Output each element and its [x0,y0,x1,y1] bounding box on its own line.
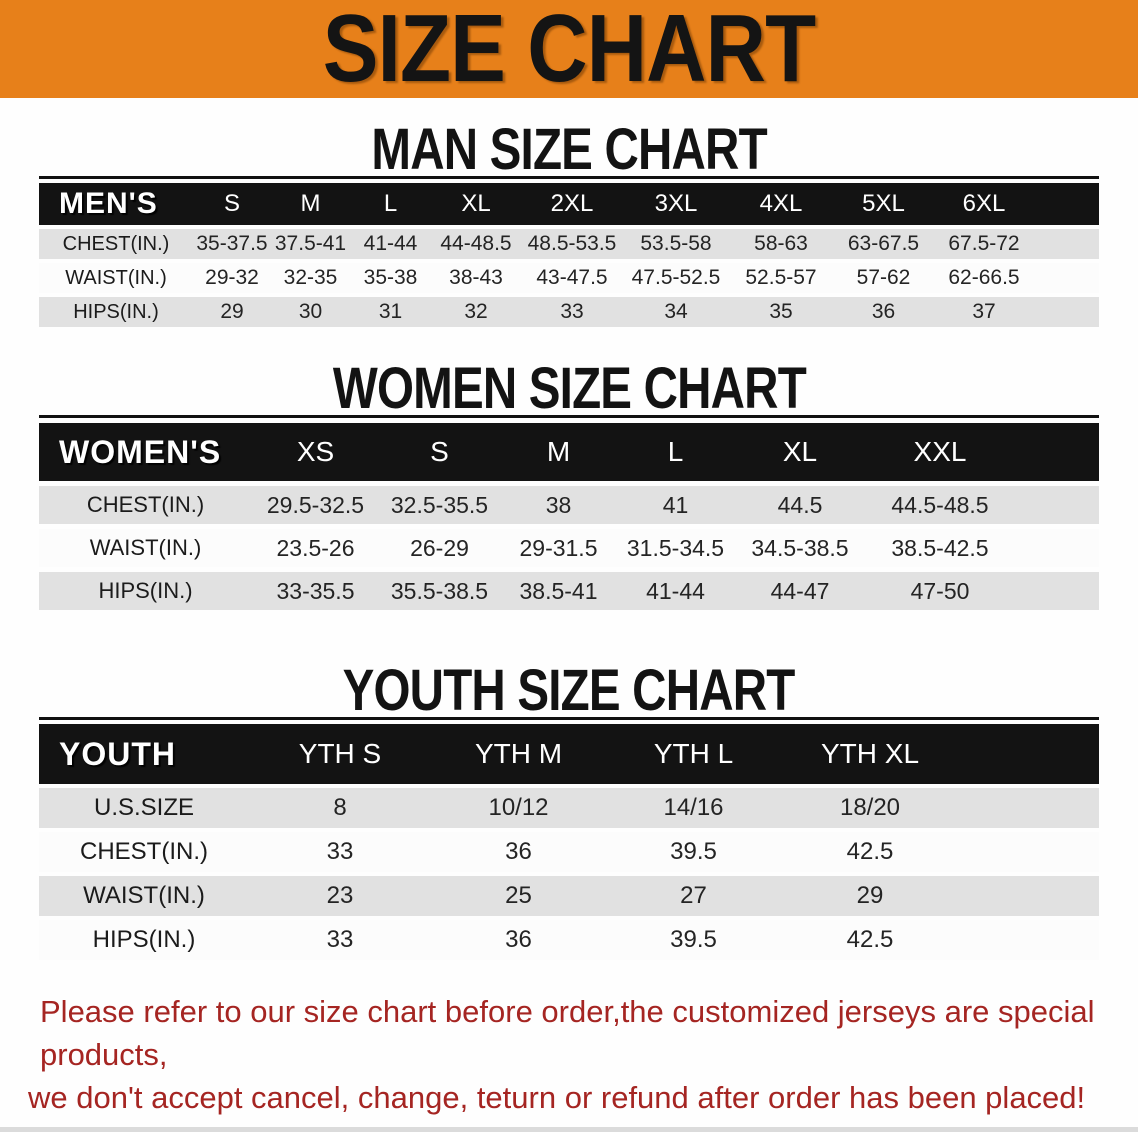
size-cell: 29 [193,297,271,327]
row-filler-cell [959,876,1099,916]
header-filler-cell [1014,423,1099,481]
size-cell: 44-47 [734,572,866,610]
column-header: YTH XL [781,724,959,784]
row-filler-cell [1034,229,1099,259]
size-cell: 8 [249,788,431,828]
column-header: 5XL [833,183,934,225]
size-cell: 29.5-32.5 [252,486,379,524]
size-cell: 36 [833,297,934,327]
column-header: XXL [866,423,1014,481]
column-header: YTH M [431,724,606,784]
column-header: 3XL [623,183,729,225]
size-cell: 32 [431,297,521,327]
size-cell: 29-31.5 [500,529,617,567]
table-header-row [39,423,1099,481]
row-label: HIPS(IN.) [39,920,249,960]
column-header: L [617,423,734,481]
size-cell: 36 [431,920,606,960]
size-cell: 53.5-58 [623,229,729,259]
row-label: WAIST(IN.) [39,263,193,293]
row-filler-cell [1014,572,1099,610]
column-header: S [379,423,500,481]
size-cell: 42.5 [781,920,959,960]
column-header: 6XL [934,183,1034,225]
size-cell: 37.5-41 [271,229,350,259]
table-row [39,529,1099,567]
row-label: WAIST(IN.) [39,529,252,567]
size-cell: 29 [781,876,959,916]
row-filler-cell [1014,529,1099,567]
youth-section-heading [0,658,1138,723]
row-label: WAIST(IN.) [39,876,249,916]
table-header-label: WOMEN'S [39,423,252,481]
size-cell: 10/12 [431,788,606,828]
column-header: XL [734,423,866,481]
column-header: YTH S [249,724,431,784]
table-header-label: MEN'S [39,183,193,225]
man-section-heading-text: MAN SIZE CHART [371,117,767,182]
size-cell: 43-47.5 [521,263,623,293]
column-header: XL [431,183,521,225]
size-cell: 23 [249,876,431,916]
size-cell: 36 [431,832,606,872]
header-filler-cell [1034,183,1099,225]
size-cell: 35 [729,297,833,327]
row-filler-cell [959,832,1099,872]
size-cell: 41-44 [350,229,431,259]
table-row [39,263,1099,293]
row-filler-cell [1034,263,1099,293]
women-section-heading [0,356,1138,421]
size-cell: 34 [623,297,729,327]
size-cell: 62-66.5 [934,263,1034,293]
size-cell: 35.5-38.5 [379,572,500,610]
banner-title: SIZE CHART [322,0,816,102]
row-filler-cell [959,920,1099,960]
size-cell: 27 [606,876,781,916]
size-cell: 18/20 [781,788,959,828]
youth-size-table-container [0,717,1138,964]
size-table [39,176,1099,331]
disclaimer [0,990,1138,1119]
size-cell: 31.5-34.5 [617,529,734,567]
column-header: 2XL [521,183,623,225]
table-row [39,788,1099,828]
table-header-row [39,183,1099,225]
size-cell: 31 [350,297,431,327]
row-filler-cell [1034,297,1099,327]
row-label: CHEST(IN.) [39,229,193,259]
size-cell: 57-62 [833,263,934,293]
size-cell: 39.5 [606,920,781,960]
size-cell: 52.5-57 [729,263,833,293]
bottom-edge-strip [0,1127,1138,1132]
size-cell: 14/16 [606,788,781,828]
size-cell: 38 [500,486,617,524]
table-row [39,876,1099,916]
size-cell: 33 [521,297,623,327]
size-cell: 26-29 [379,529,500,567]
size-cell: 48.5-53.5 [521,229,623,259]
women-section-heading-text: WOMEN SIZE CHART [332,356,806,421]
row-label: CHEST(IN.) [39,486,252,524]
size-cell: 41 [617,486,734,524]
column-header: XS [252,423,379,481]
women-size-table-container [0,415,1138,615]
size-cell: 34.5-38.5 [734,529,866,567]
row-filler-cell [959,788,1099,828]
table-row [39,229,1099,259]
size-cell: 67.5-72 [934,229,1034,259]
size-cell: 23.5-26 [252,529,379,567]
size-cell: 41-44 [617,572,734,610]
size-cell: 32-35 [271,263,350,293]
row-label: U.S.SIZE [39,788,249,828]
size-table [39,415,1099,615]
column-header: M [500,423,617,481]
row-label: HIPS(IN.) [39,297,193,327]
size-cell: 33 [249,920,431,960]
row-label: CHEST(IN.) [39,832,249,872]
size-cell: 39.5 [606,832,781,872]
men-size-table-container [0,176,1138,331]
size-table [39,717,1099,964]
table-header-label: YOUTH [39,724,249,784]
table-row [39,297,1099,327]
row-label: HIPS(IN.) [39,572,252,610]
size-cell: 38.5-42.5 [866,529,1014,567]
column-header: YTH L [606,724,781,784]
table-row [39,486,1099,524]
size-cell: 44-48.5 [431,229,521,259]
size-cell: 32.5-35.5 [379,486,500,524]
disclaimer-line: we don't accept cancel, change, teturn or refund after order has been placed! [28,1080,1086,1115]
size-cell: 47.5-52.5 [623,263,729,293]
size-cell: 63-67.5 [833,229,934,259]
size-cell: 38.5-41 [500,572,617,610]
man-section-heading [0,117,1138,182]
column-header: L [350,183,431,225]
disclaimer-line: Please refer to our size chart before order,the customized jerseys are special products, [40,994,1095,1072]
size-cell: 44.5-48.5 [866,486,1014,524]
table-header-row [39,724,1099,784]
column-header: M [271,183,350,225]
size-chart-banner [0,0,1138,102]
size-cell: 38-43 [431,263,521,293]
size-cell: 37 [934,297,1034,327]
size-cell: 35-38 [350,263,431,293]
youth-section-heading-text: YOUTH SIZE CHART [343,658,795,723]
header-filler-cell [959,724,1099,784]
size-cell: 47-50 [866,572,1014,610]
size-cell: 42.5 [781,832,959,872]
table-row [39,572,1099,610]
column-header: S [193,183,271,225]
table-row [39,920,1099,960]
size-cell: 33 [249,832,431,872]
size-cell: 44.5 [734,486,866,524]
size-cell: 58-63 [729,229,833,259]
size-cell: 33-35.5 [252,572,379,610]
row-filler-cell [1014,486,1099,524]
size-cell: 29-32 [193,263,271,293]
table-row [39,832,1099,872]
size-cell: 25 [431,876,606,916]
size-cell: 30 [271,297,350,327]
size-cell: 35-37.5 [193,229,271,259]
column-header: 4XL [729,183,833,225]
